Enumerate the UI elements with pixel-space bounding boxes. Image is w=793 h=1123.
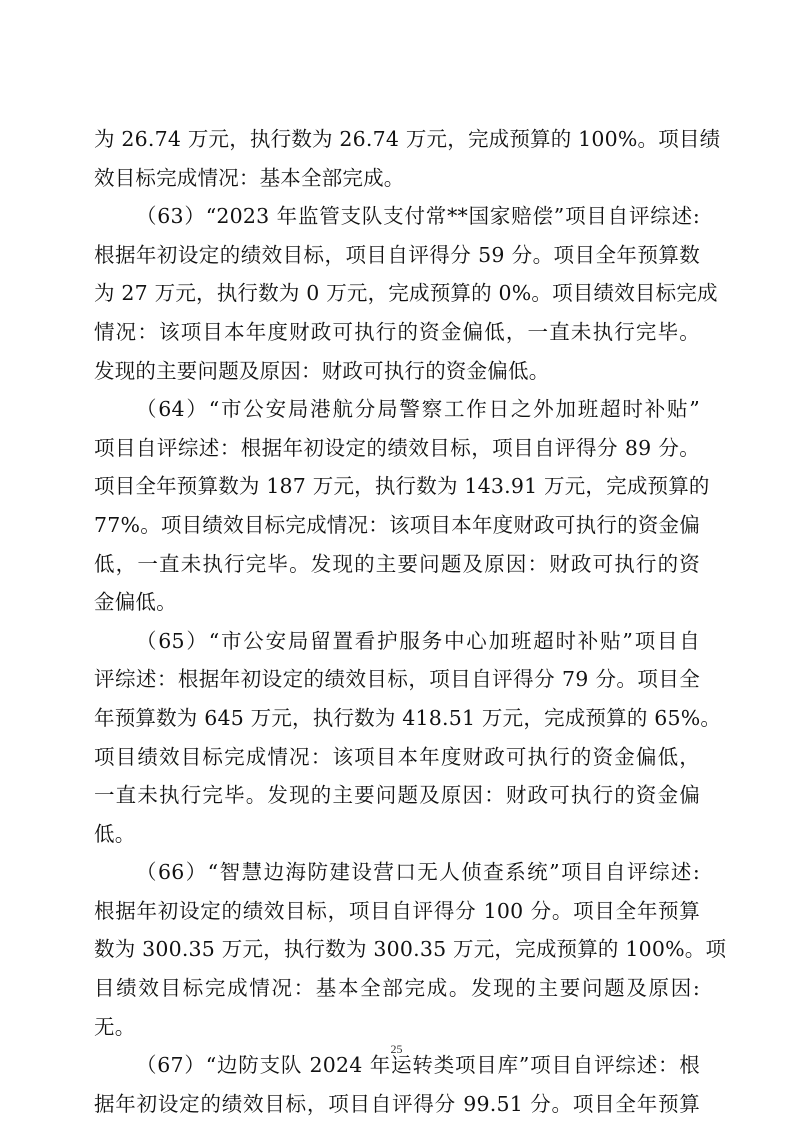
text-line: （67）“边防支队 2024 年运转类项目库”项目自评综述：根: [136, 1053, 700, 1078]
text-line: 77%。项目绩效目标完成情况：该项目本年度财政可执行的资金偏: [94, 512, 700, 537]
text-line: 效目标完成情况：基本全部完成。: [94, 165, 405, 190]
text-line: （63）“2023 年监管支队支付常**国家赔偿”项目自评综述:: [136, 204, 700, 229]
text-line: 数为 300.35 万元，执行数为 300.35 万元，完成预算的 100%。项: [94, 937, 727, 962]
paragraph-65: [94, 622, 722, 854]
paragraph-64: [94, 390, 710, 622]
text-line: 发现的主要问题及原因：财政可执行的资金偏低。: [94, 358, 550, 383]
text-line: 为 26.74 万元，执行数为 26.74 万元，完成预算的 100%。项目绩: [94, 127, 721, 151]
paragraph-62-continuation: [94, 120, 721, 197]
text-line: 低。: [94, 821, 136, 846]
text-line: 情况：该项目本年度财政可执行的资金偏低，一直未执行完毕。: [94, 319, 700, 344]
text-line: （66）“智慧边海防建设营口无人侦查系统”项目自评综述:: [136, 860, 700, 885]
text-line: 目绩效目标完成情况：基本全部完成。发现的主要问题及原因:: [94, 976, 700, 1001]
text-line: 金偏低。: [94, 590, 177, 615]
paragraph-66: [94, 853, 727, 1046]
text-line: （64）“市公安局港航分局警察工作日之外加班超时补贴”: [136, 397, 700, 422]
text-line: 项目全年预算数为 187 万元，执行数为 143.91 万元，完成预算的: [94, 474, 710, 499]
text-line: 根据年初设定的绩效目标，项目自评得分 100 分。项目全年预算: [94, 898, 700, 923]
paragraph-67: [94, 1046, 700, 1123]
text-line: （65）“市公安局留置看护服务中心加班超时补贴”项目自: [136, 628, 700, 653]
text-line: 项目绩效目标完成情况：该项目本年度财政可执行的资金偏低，: [94, 744, 700, 769]
text-line: 项目自评综述：根据年初设定的绩效目标，项目自评得分 89 分。: [94, 435, 700, 460]
page-number: 25: [390, 1042, 403, 1056]
text-line: 低，一直未执行完毕。发现的主要问题及原因：财政可执行的资: [94, 551, 700, 576]
text-line: 据年初设定的绩效目标，项目自评得分 99.51 分。项目全年预算: [94, 1091, 700, 1116]
text-line: 一直未执行完毕。发现的主要问题及原因：财政可执行的资金偏: [94, 783, 700, 808]
document-body: [94, 120, 727, 1123]
text-line: 评综述：根据年初设定的绩效目标，项目自评得分 79 分。项目全: [94, 667, 700, 692]
text-line: 年预算数为 645 万元，执行数为 418.51 万元，完成预算的 65%。: [94, 705, 722, 730]
text-line: 为 27 万元，执行数为 0 万元，完成预算的 0%。项目绩效目标完成: [94, 281, 718, 306]
paragraph-63: [94, 197, 718, 390]
text-line: 根据年初设定的绩效目标，项目自评得分 59 分。项目全年预算数: [94, 242, 700, 267]
text-line: 无。: [94, 1014, 136, 1039]
